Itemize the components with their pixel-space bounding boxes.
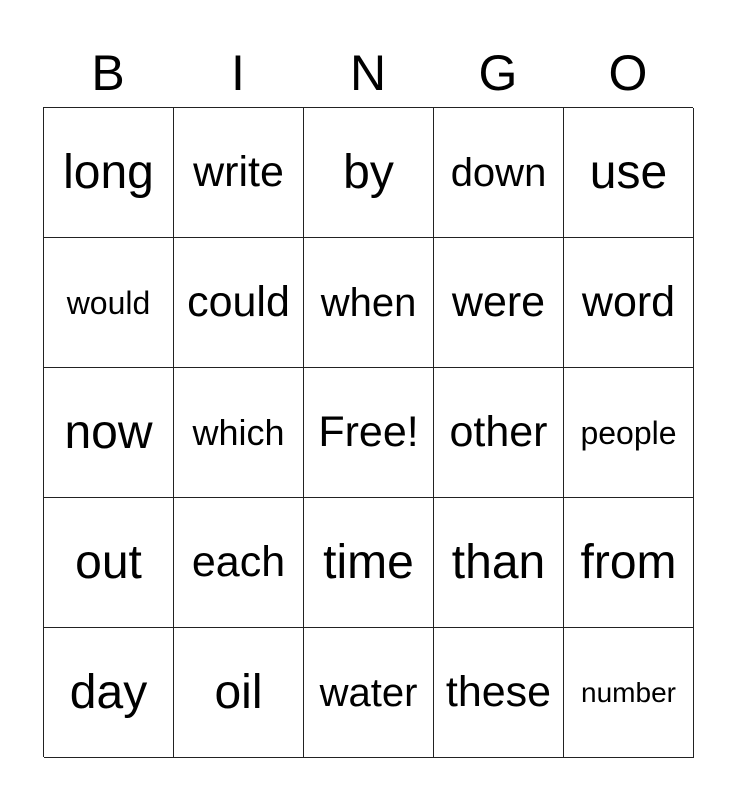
header-letter-n: N — [349, 45, 387, 101]
bingo-cell: could — [174, 238, 304, 368]
bingo-header — [43, 42, 693, 104]
bingo-cell: which — [174, 368, 304, 498]
bingo-cell: these — [434, 628, 564, 758]
bingo-cell: water — [304, 628, 434, 758]
free-space-cell: Free! — [304, 368, 434, 498]
header-letter-o: O — [608, 45, 648, 101]
bingo-cell: long — [44, 108, 174, 238]
bingo-board — [43, 107, 693, 757]
bingo-cell: use — [564, 108, 694, 238]
bingo-cell: from — [564, 498, 694, 628]
bingo-cell: now — [44, 368, 174, 498]
bingo-cell: each — [174, 498, 304, 628]
bingo-cell: oil — [174, 628, 304, 758]
bingo-cell: day — [44, 628, 174, 758]
header-letter-g: G — [478, 45, 518, 101]
bingo-cell: down — [434, 108, 564, 238]
bingo-cell: than — [434, 498, 564, 628]
bingo-cell: people — [564, 368, 694, 498]
header-letter-b: B — [91, 45, 125, 101]
bingo-cell: would — [44, 238, 174, 368]
bingo-cell: time — [304, 498, 434, 628]
bingo-cell: were — [434, 238, 564, 368]
bingo-cell: by — [304, 108, 434, 238]
bingo-cell: out — [44, 498, 174, 628]
bingo-cell: when — [304, 238, 434, 368]
bingo-cell: word — [564, 238, 694, 368]
bingo-cell: write — [174, 108, 304, 238]
header-letter-i: I — [231, 45, 245, 101]
bingo-cell: number — [564, 628, 694, 758]
bingo-cell: other — [434, 368, 564, 498]
